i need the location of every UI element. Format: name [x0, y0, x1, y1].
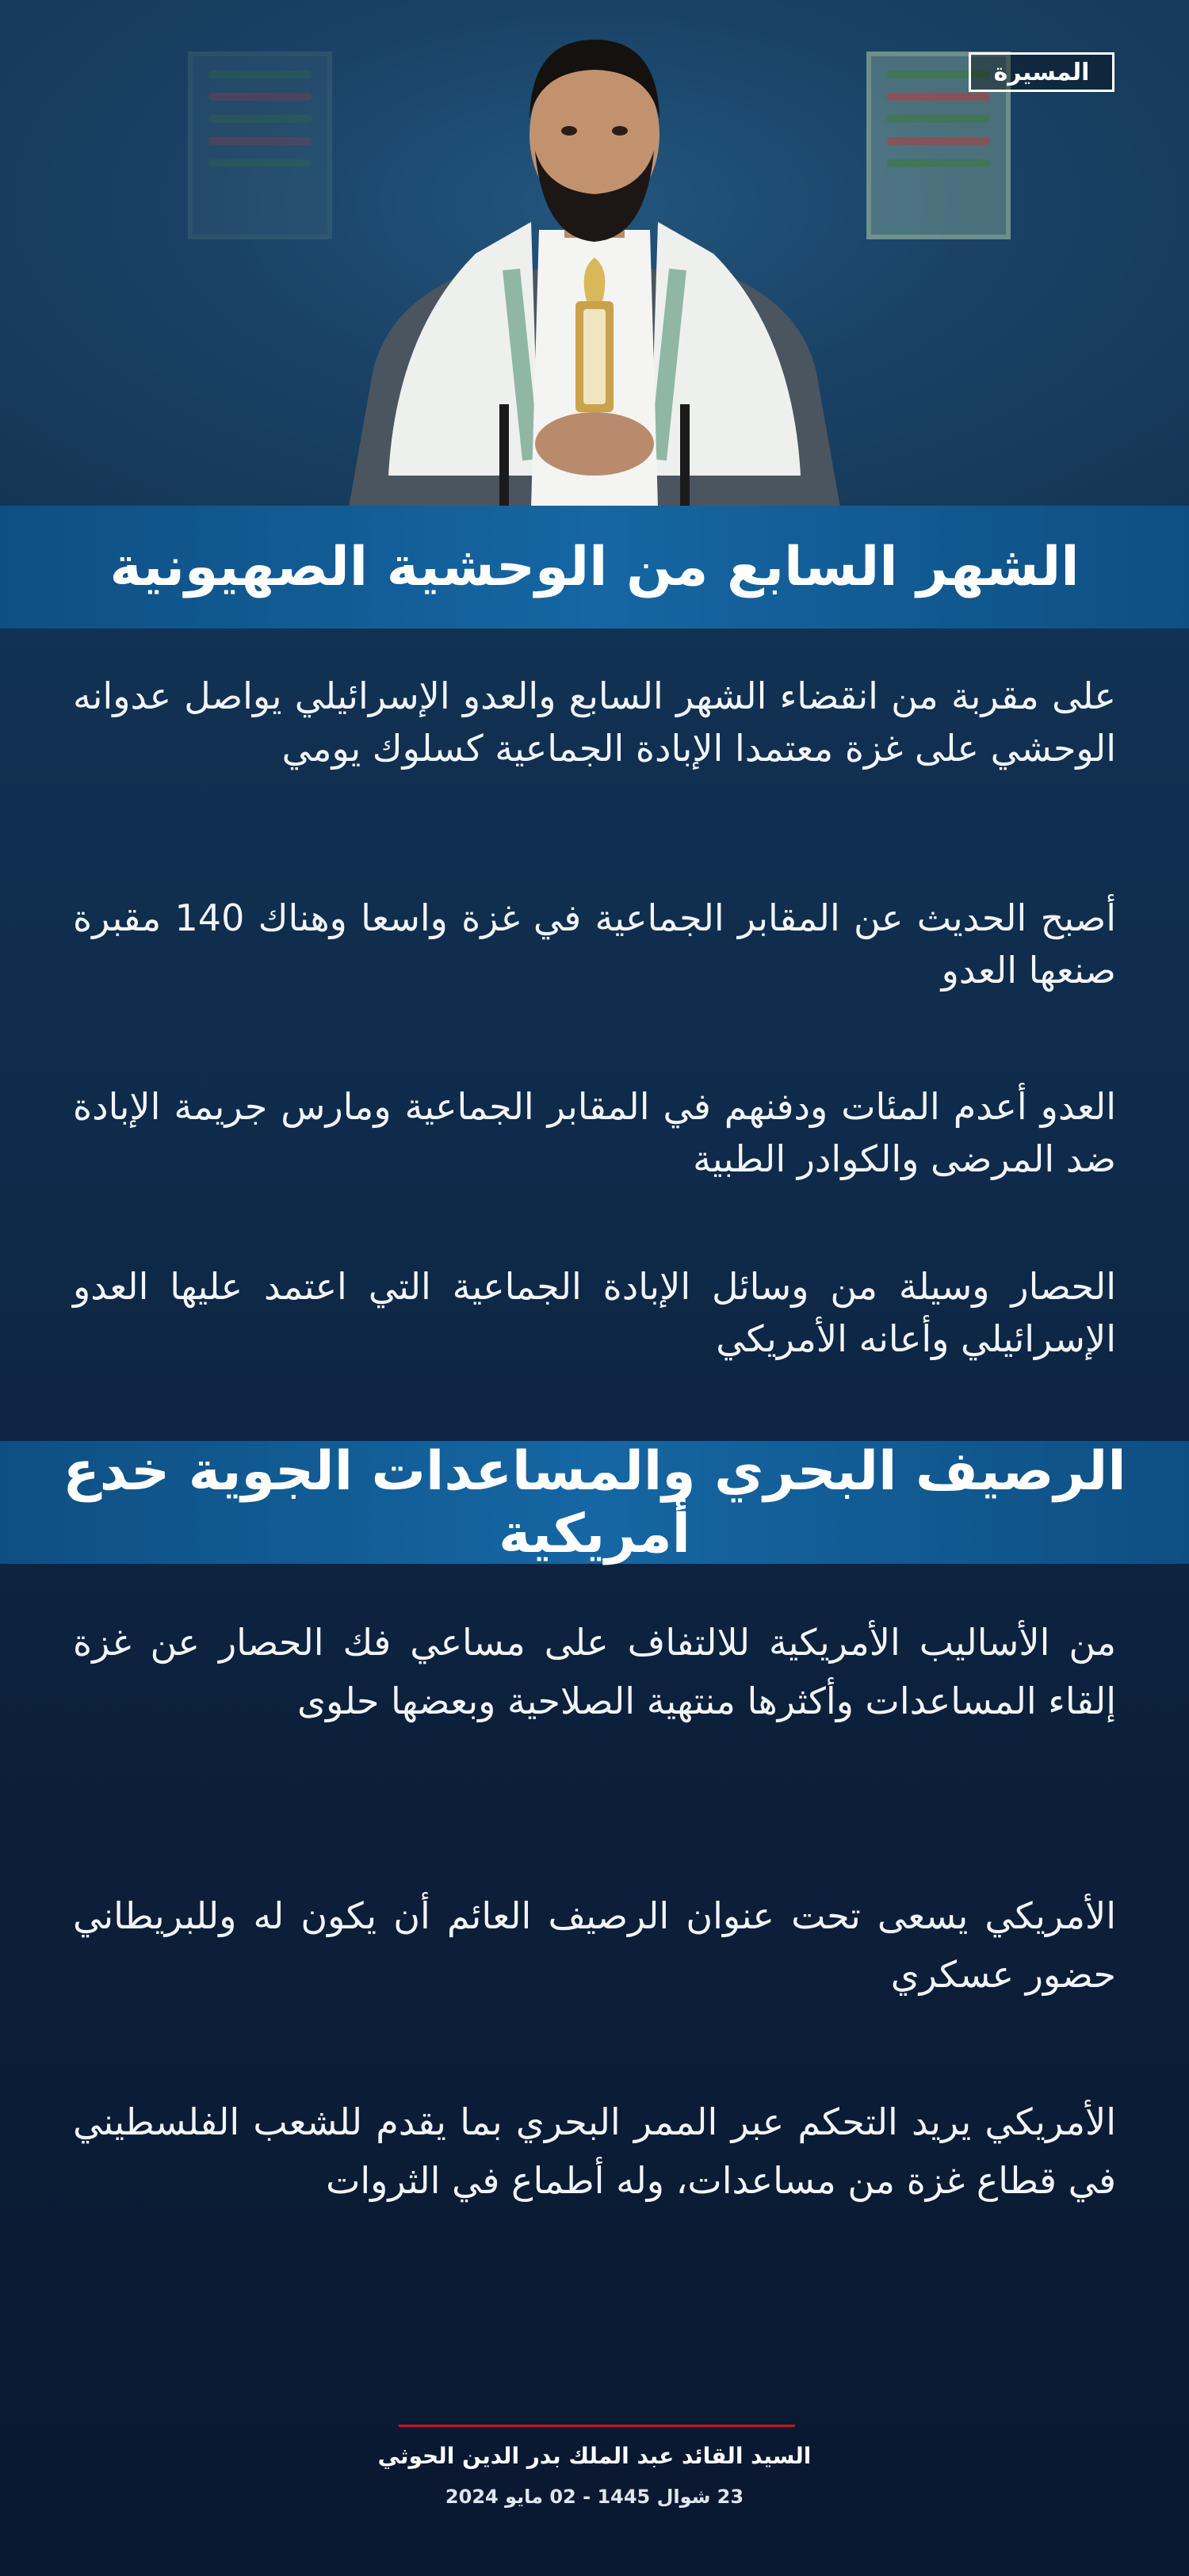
section1-paragraph-3: العدو أعدم المئات ودفنهم في المقابر الجماعية ومارس جريمة الإبادة ضد المرضى والكوادر الطبية [73, 1085, 1116, 1180]
section1-paragraph-1: على مقربة من انقضاء الشهر السابع والعدو الإسرائيلي يواصل عدوانه الوحشي على غزة معتمدا الإبادة الجماعية كسلوك يومي [73, 675, 1116, 770]
section2-title: الرصيف البحري والمساعدات الجوية خدع أمريكية [0, 1441, 1189, 1564]
channel-logo: المسيرة [969, 52, 1114, 92]
speaker-name: السيد القائد عبد الملك بدر الدين الحوثي [377, 2443, 812, 2469]
section2-paragraph-3: الأمريكي يريد التحكم عبر الممر البحري بما يقدم للشعب الفلسطيني في قطاع غزة من مساعدات، وله أطماع في الثروات [73, 2100, 1116, 2202]
footer-divider [399, 2425, 795, 2427]
section1-title: الشهر السابع من الوحشية الصهيونية [0, 506, 1189, 629]
speech-date: 23 شوال 1445 - 02 مايو 2024 [445, 2486, 744, 2508]
section1-paragraph-2: أصبح الحديث عن المقابر الجماعية في غزة واسعا وهناك 140 مقبرة صنعها العدو [73, 896, 1116, 992]
section2-paragraph-1: من الأساليب الأمريكية للالتفاف على مساعي فك الحصار عن غزة إلقاء المساعدات وأكثرها منتهية الصلاحية وبعضها حلوى [73, 1621, 1116, 1722]
speaker-portrait [341, 32, 848, 507]
background-banner-left [188, 52, 332, 239]
hero-image [0, 0, 1189, 507]
section1-paragraph-4: الحصار وسيلة من وسائل الإبادة الجماعية التي اعتمد عليها العدو الإسرائيلي وأعانه الأمريكي [73, 1265, 1116, 1360]
section2-paragraph-2: الأمريكي يسعى تحت عنوان الرصيف العائم أن يكون له وللبريطاني حضور عسكري [73, 1894, 1116, 1996]
